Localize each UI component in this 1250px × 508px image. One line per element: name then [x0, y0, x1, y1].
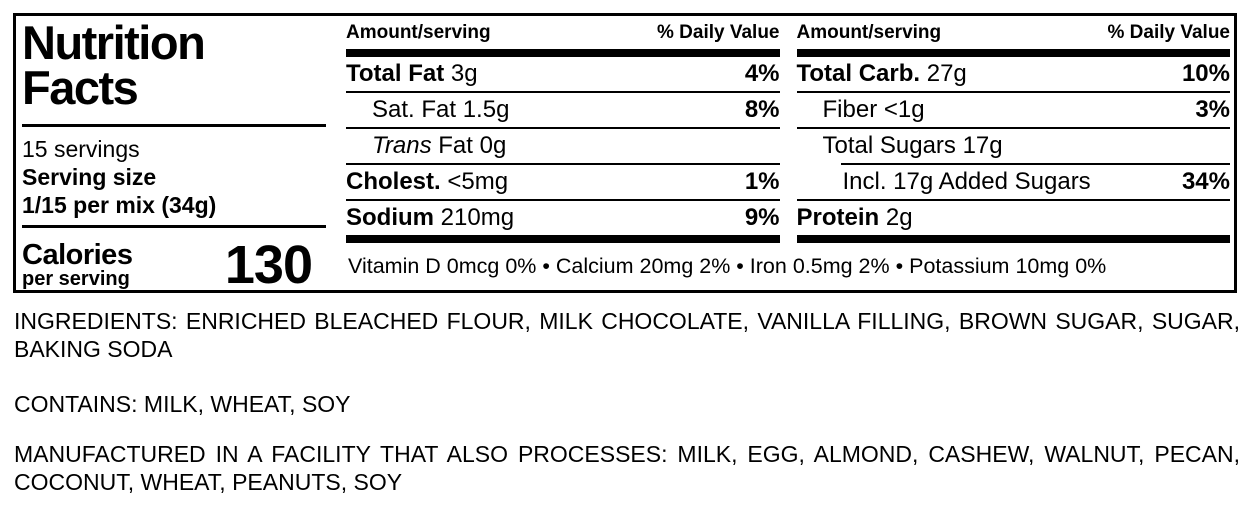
row-daily-value: 10%: [1181, 60, 1230, 87]
row-label: Sat. Fat 1.5g: [372, 96, 510, 123]
micronutrients-line: Vitamin D 0mcg 0% • Calcium 20mg 2% • Iron 0.5mg 2% • Potassium 10mg 0%: [348, 254, 1107, 278]
facility-statement: MANUFACTURED IN A FACILITY THAT ALSO PROCESSES: MILK, EGG, ALMOND, CASHEW, WALNUT, PECAN, COCONUT, WHEAT, PEANUTS, SOY: [14, 441, 1240, 495]
row-label: Total Carb. 27g: [796, 60, 967, 87]
amount-serving-header: Amount/serving: [346, 22, 491, 43]
row-daily-value: 4%: [744, 60, 780, 87]
nutrient-columns: [346, 16, 1230, 243]
row-daily-value: 9%: [744, 204, 780, 231]
servings-count: 15 servings: [22, 136, 140, 162]
row-sodium: [346, 201, 780, 235]
row-added-sugars: [797, 165, 1231, 199]
row-trans-fat: [346, 129, 780, 163]
thick-bar: [797, 235, 1231, 243]
row-total-carb: [797, 57, 1231, 91]
nutrition-facts-title: [22, 16, 326, 114]
daily-value-header: % Daily Value: [1107, 22, 1230, 43]
nutrient-column-2: [797, 16, 1231, 243]
row-total-sugars: [797, 129, 1231, 163]
divider-rule: [22, 124, 326, 127]
row-daily-value: 34%: [1181, 168, 1230, 195]
label-footer: [14, 307, 1240, 496]
calories-sublabel: per serving: [22, 267, 130, 290]
row-daily-value: 3%: [1195, 96, 1230, 123]
thick-bar: [346, 235, 780, 243]
row-label: Incl. 17g Added Sugars: [842, 168, 1091, 195]
calories-value: 130: [224, 235, 312, 295]
nutrient-columns-area: [334, 16, 1234, 290]
row-cholesterol: [346, 165, 780, 199]
nutrition-summary-panel: [16, 16, 334, 295]
row-label: Fiber <1g: [822, 96, 925, 123]
row-sat-fat: [346, 93, 780, 127]
serving-size-value: 1/15 per mix (34g): [22, 192, 217, 218]
calories-row: [22, 234, 326, 296]
row-label: Trans Fat 0g: [372, 132, 507, 159]
row-total-fat: [346, 57, 780, 91]
thick-bar: [346, 49, 780, 57]
row-daily-value: 1%: [744, 168, 780, 195]
nutrition-facts-panel: [13, 13, 1237, 293]
nutrient-column-1: [346, 16, 780, 243]
row-daily-value: 8%: [744, 96, 780, 123]
serving-size-label: Serving size: [22, 164, 157, 190]
row-label: Cholest. <5mg: [346, 168, 509, 195]
row-label: Sodium 210mg: [346, 204, 515, 231]
row-label: Total Sugars 17g: [822, 132, 1003, 159]
row-label: Total Fat 3g: [346, 60, 478, 87]
daily-value-header: % Daily Value: [656, 22, 780, 43]
column-1-header: [346, 16, 780, 49]
contains-statement: CONTAINS: MILK, WHEAT, SOY: [14, 391, 351, 417]
thick-bar: [797, 49, 1231, 57]
amount-serving-header: Amount/serving: [796, 22, 942, 43]
row-label: Protein 2g: [796, 204, 913, 231]
divider-rule: [22, 225, 326, 228]
row-protein: [797, 201, 1231, 235]
calories-label-group: [22, 238, 133, 290]
title-line-2: Facts: [22, 61, 138, 114]
row-fiber: [797, 93, 1231, 127]
column-2-header: [797, 16, 1231, 49]
calories-label: Calories: [22, 238, 133, 271]
title-line-1: Nutrition: [22, 16, 205, 69]
ingredients-statement: INGREDIENTS: ENRICHED BLEACHED FLOUR, MILK CHOCOLATE, VANILLA FILLING, BROWN SUGAR, SUGAR, BAKING SODA: [14, 308, 1240, 362]
